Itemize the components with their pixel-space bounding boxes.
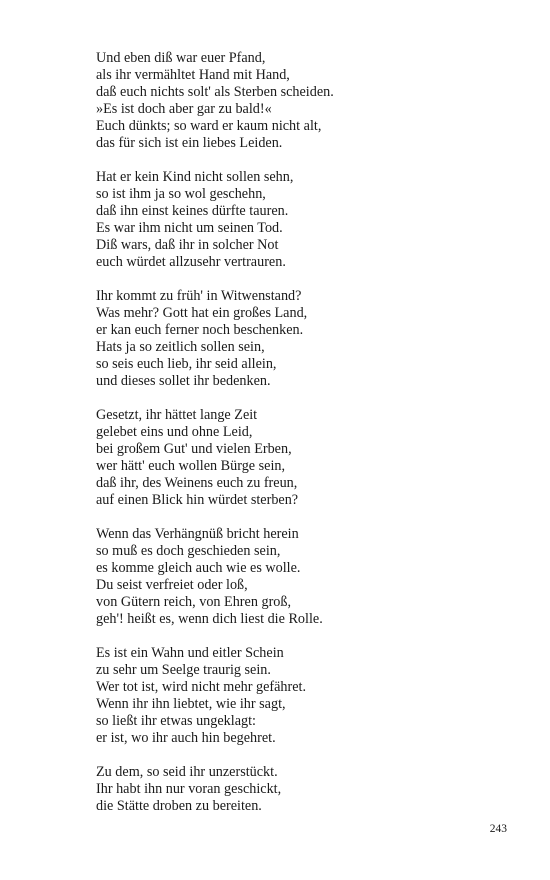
- poem-line: Hat er kein Kind nicht sollen sehn,: [96, 169, 294, 185]
- stanza: [96, 407, 496, 509]
- poem-line: Euch dünkts; so ward er kaum nicht alt,: [96, 118, 322, 134]
- stanza: [96, 764, 496, 815]
- poem-line: Zu dem, so seid ihr unzerstückt.: [96, 764, 278, 780]
- poem-line: euch würdet allzusehr vertrauren.: [96, 254, 286, 270]
- stanza: [96, 169, 496, 271]
- poem-line: geh'! heißt es, wenn dich liest die Rolle.: [96, 611, 323, 627]
- poem-text: [96, 50, 496, 832]
- poem-line: Wenn ihr ihn liebtet, wie ihr sagt,: [96, 696, 286, 712]
- poem-line: und dieses sollet ihr bedenken.: [96, 373, 271, 389]
- poem-line: daß ihr, des Weinens euch zu freun,: [96, 475, 298, 491]
- poem-line: bei großem Gut' und vielen Erben,: [96, 441, 292, 457]
- poem-line: daß euch nichts solt' als Sterben scheiden.: [96, 84, 334, 100]
- poem-line: das für sich ist ein liebes Leiden.: [96, 135, 283, 151]
- poem-line: so seis euch lieb, ihr seid allein,: [96, 356, 277, 372]
- poem-line: Diß wars, daß ihr in solcher Not: [96, 237, 279, 253]
- page-number: 243: [489, 823, 507, 835]
- poem-line: auf einen Blick hin würdet sterben?: [96, 492, 299, 508]
- poem-line: so muß es doch geschieden sein,: [96, 543, 281, 559]
- stanza: [96, 526, 496, 628]
- poem-line: »Es ist doch aber gar zu bald!«: [96, 101, 272, 117]
- poem-line: Es ist ein Wahn und eitler Schein: [96, 645, 284, 661]
- poem-line: Gesetzt, ihr hättet lange Zeit: [96, 407, 258, 423]
- stanza: [96, 645, 496, 747]
- poem-line: es komme gleich auch wie es wolle.: [96, 560, 301, 576]
- poem-line: so ließt ihr etwas ungeklagt:: [96, 713, 256, 729]
- stanza: [96, 288, 496, 390]
- poem-line: Was mehr? Gott hat ein großes Land,: [96, 305, 308, 321]
- poem-line: von Gütern reich, von Ehren groß,: [96, 594, 292, 610]
- poem-line: er ist, wo ihr auch hin begehret.: [96, 730, 276, 746]
- poem-line: Und eben diß war euer Pfand,: [96, 50, 266, 66]
- poem-line: Hats ja so zeitlich sollen sein,: [96, 339, 265, 355]
- poem-line: Es war ihm nicht um seinen Tod.: [96, 220, 283, 236]
- poem-line: so ist ihm ja so wol geschehn,: [96, 186, 266, 202]
- poem-line: Du seist verfreiet oder loß,: [96, 577, 248, 593]
- poem-line: Wer tot ist, wird nicht mehr gefähret.: [96, 679, 307, 695]
- poem-line: als ihr vermähltet Hand mit Hand,: [96, 67, 290, 83]
- poem-line: Ihr habt ihn nur voran geschickt,: [96, 781, 282, 797]
- stanza: [96, 50, 496, 152]
- poem-line: Wenn das Verhängnüß bricht herein: [96, 526, 299, 542]
- poem-line: Ihr kommt zu früh' in Witwenstand?: [96, 288, 302, 304]
- poem-line: daß ihn einst keines dürfte tauren.: [96, 203, 289, 219]
- poem-line: gelebet eins und ohne Leid,: [96, 424, 253, 440]
- poem-line: wer hätt' euch wollen Bürge sein,: [96, 458, 286, 474]
- poem-line: die Stätte droben zu bereiten.: [96, 798, 262, 814]
- poem-line: er kan euch ferner noch beschenken.: [96, 322, 304, 338]
- poem-line: zu sehr um Seelge traurig sein.: [96, 662, 271, 678]
